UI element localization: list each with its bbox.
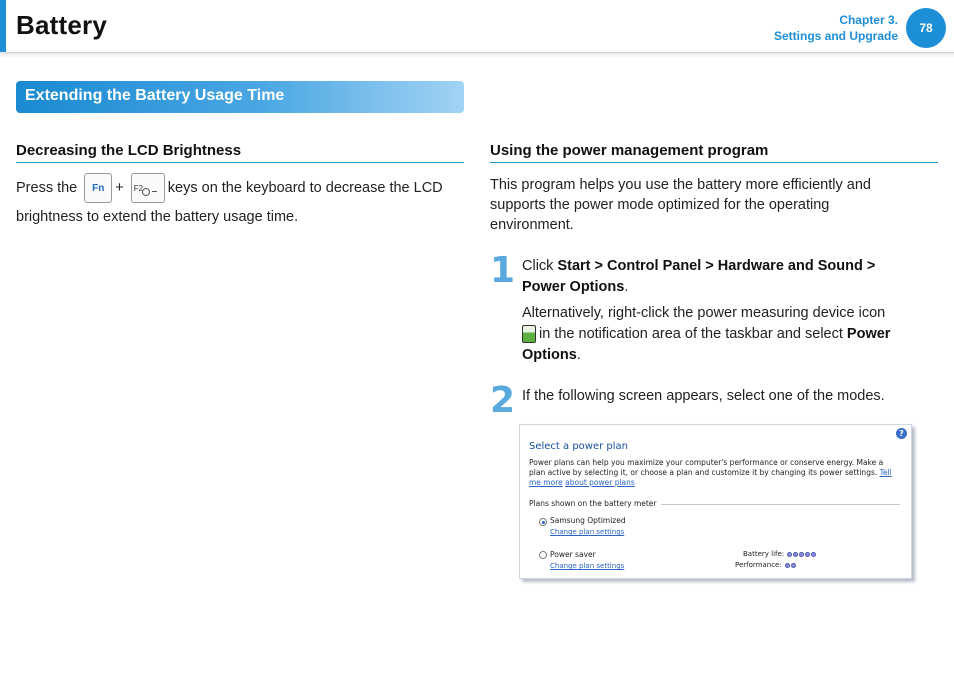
battery-life-dots — [786, 550, 816, 558]
brightness-sun-icon — [142, 188, 150, 196]
f2-brightness-key-icon — [131, 173, 165, 203]
battery-life-label: Battery life: — [743, 550, 785, 558]
change-plan-settings-link-1[interactable]: Change plan settings — [550, 528, 625, 536]
power-saver-radio[interactable] — [539, 551, 547, 559]
power-management-heading: Using the power management program — [490, 142, 938, 163]
battery-life-meter — [743, 550, 816, 558]
performance-label: Performance: — [735, 561, 782, 569]
battery-life-dot — [805, 552, 810, 557]
lcd-brightness-text — [16, 173, 464, 231]
performance-dots — [784, 561, 796, 569]
step-1-text — [522, 256, 922, 366]
battery-life-dot — [799, 552, 804, 557]
page-title: Battery — [16, 10, 107, 40]
power-management-intro: This program helps you use the battery more efficiently and supports the power mode optimized for the operating environment. — [490, 177, 871, 233]
tell-me-more-link[interactable]: Tell me more — [529, 468, 892, 487]
performance-dot — [785, 563, 790, 568]
performance-dot — [791, 563, 796, 568]
header-accent-bar — [0, 0, 6, 52]
battery-meter-group-label: Plans shown on the battery meter — [529, 499, 661, 508]
power-plan-screenshot — [519, 424, 912, 579]
fn-key-icon: Fn — [84, 173, 112, 203]
group-divider — [650, 504, 900, 505]
power-saver-label: Power saver — [550, 550, 596, 559]
description-text: Power plans can help you maximize your computer's performance or conserve energy. Make a plan active by selecting it, or choose a plan and customize it by changing its power settings. — [529, 458, 884, 477]
section-banner: Extending the Battery Usage Time — [16, 81, 464, 113]
battery-life-dot — [811, 552, 816, 557]
change-plan-settings-link-2[interactable]: Change plan settings — [550, 562, 625, 570]
left-column — [16, 142, 464, 231]
brightness-minus-icon — [152, 191, 157, 192]
power-plan-description — [529, 458, 899, 488]
step-2-text: If the following screen appears, select one of the modes. — [522, 388, 885, 404]
right-column — [490, 142, 938, 421]
battery-life-dot — [793, 552, 798, 557]
battery-life-dot — [787, 552, 792, 557]
step-1-alternative — [522, 303, 922, 366]
performance-meter — [735, 561, 796, 569]
f2-label: F2 — [133, 184, 144, 193]
lcd-brightness-heading: Decreasing the LCD Brightness — [16, 142, 464, 163]
help-icon[interactable]: ? — [896, 428, 907, 439]
alt-text: Alternatively, right-click the power measuring device icon — [522, 305, 886, 321]
page-number-badge: 78 — [906, 8, 946, 48]
step-number-2: 2 — [490, 380, 516, 421]
power-options-label: Power Options — [522, 326, 891, 363]
press-the-text: Press the — [16, 179, 78, 196]
chapter-number: Chapter 3. — [839, 13, 898, 27]
step-number-1: 1 — [490, 250, 516, 291]
battery-meter-icon — [522, 325, 536, 343]
alt-text-2: in the notification area of the taskbar and select — [539, 326, 843, 342]
control-panel-path: Start > Control Panel > Hardware and Sound > Power Options — [522, 258, 876, 295]
chapter-name: Settings and Upgrade — [773, 29, 898, 43]
keys-description-text: keys on the keyboard to decrease the LCD brightness to extend the battery usage time. — [16, 179, 443, 225]
samsung-optimized-label: Samsung Optimized — [550, 516, 626, 525]
chapter-label — [774, 12, 898, 44]
about-power-plans-link[interactable]: about power plans — [565, 478, 635, 487]
period: . — [576, 347, 581, 363]
period: . — [624, 279, 629, 295]
select-power-plan-title: Select a power plan — [529, 441, 629, 452]
click-text: Click — [522, 258, 554, 274]
plus-sign: + — [115, 179, 124, 196]
header-divider — [6, 52, 954, 53]
samsung-optimized-radio[interactable] — [539, 518, 547, 526]
